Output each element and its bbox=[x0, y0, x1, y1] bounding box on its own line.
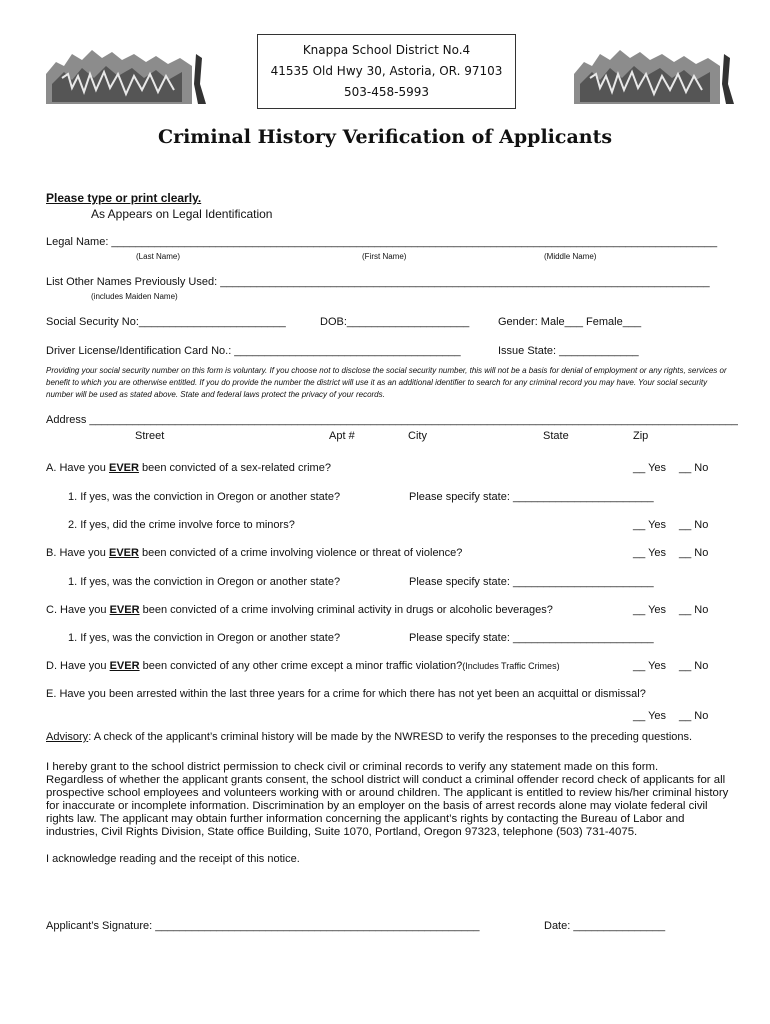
question-c: C. Have you EVER been convicted of a crime involving criminal activity in drugs or alcoholic beverages? bbox=[46, 604, 553, 616]
district-name: Knappa School District No.4 bbox=[302, 43, 471, 57]
district-header-box bbox=[257, 34, 516, 109]
question-a-no[interactable]: __ No bbox=[679, 462, 709, 474]
consent-line: for inaccurate or incomplete information. Discrimination by an employer on the basis of arrest records alone may violate federal civil bbox=[46, 799, 708, 812]
license-field[interactable]: Driver License/Identification Card No.: _____________________________________ bbox=[46, 345, 461, 357]
question-c-yes[interactable]: __ Yes bbox=[633, 604, 667, 616]
instructions-subheading: As Appears on Legal Identification bbox=[91, 207, 273, 221]
question-a2: 2. If yes, did the crime involve force to minors? bbox=[68, 519, 295, 531]
question-b1: 1. If yes, was the conviction in Oregon or another state? bbox=[68, 576, 341, 588]
zip-caption: Zip bbox=[633, 430, 649, 442]
other-names-field[interactable]: List Other Names Previously Used: ________________________________________________________________________________ bbox=[46, 276, 710, 288]
district-logo-right bbox=[570, 44, 740, 112]
date-field[interactable]: Date: _______________ bbox=[544, 920, 666, 932]
consent-line: Regardless of whether the applicant grants consent, the school district will conduct a criminal offender record check of applicants for all bbox=[46, 773, 726, 786]
maiden-name-caption: (includes Maiden Name) bbox=[91, 292, 178, 301]
state-caption: State bbox=[543, 430, 569, 442]
question-e-yes[interactable]: __ Yes bbox=[633, 710, 667, 722]
street-caption: Street bbox=[135, 430, 165, 442]
middle-name-caption: (Middle Name) bbox=[544, 252, 597, 261]
question-d-no[interactable]: __ No bbox=[679, 660, 709, 672]
dob-field[interactable]: DOB:____________________ bbox=[320, 316, 470, 328]
address-field[interactable]: Address __________________________________________________________________________________________________________ bbox=[46, 414, 738, 426]
ssn-privacy-notice: Providing your social security number on this form is voluntary. If you choose not to disclose the social security number, this will not be a basis for denial of employment or any rights, services or benefit to which you are otherwise entitled. If you do provide the number the district will use it as an additional identifier to search for any criminal record you may have. Your social security number will be used as stated above. State and federal laws protect the privacy of your records. bbox=[46, 366, 727, 399]
question-e: E. Have you been arrested within the last three years for a crime for which there has not yet been an acquittal or dismissal? bbox=[46, 688, 646, 700]
consent-line: prospective school employees and volunteers working with or around children. The applicant is entitled to review his/her criminal history bbox=[46, 786, 729, 799]
advisory: Advisory: A check of the applicant’s criminal history will be made by the NWRESD to verify the responses to the preceding questions. bbox=[46, 731, 693, 743]
question-a2-yes[interactable]: __ Yes bbox=[633, 519, 667, 531]
acknowledgement: I acknowledge reading and the receipt of this notice. bbox=[46, 853, 300, 865]
question-d: D. Have you EVER been convicted of any other crime except a minor traffic violation?(Includes Traffic Crimes) bbox=[46, 660, 560, 672]
consent-paragraph bbox=[46, 761, 736, 838]
question-b-yes[interactable]: __ Yes bbox=[633, 547, 667, 559]
district-address: 41535 Old Hwy 30, Astoria, OR. 97103 bbox=[270, 64, 503, 78]
question-a: A. Have you EVER been convicted of a sex-related crime? bbox=[46, 462, 331, 474]
instructions-heading: Please type or print clearly. bbox=[46, 191, 202, 205]
gender-field[interactable]: Gender: Male___ Female___ bbox=[498, 316, 642, 328]
question-a1: 1. If yes, was the conviction in Oregon or another state? bbox=[68, 491, 341, 503]
question-c1-state-field[interactable]: Please specify state: _______________________ bbox=[409, 632, 654, 644]
ssn-field[interactable]: Social Security No:________________________ bbox=[46, 316, 286, 328]
question-b: B. Have you EVER been convicted of a crime involving violence or threat of violence? bbox=[46, 547, 463, 559]
question-e-no[interactable]: __ No bbox=[679, 710, 709, 722]
question-b1-state-field[interactable]: Please specify state: _______________________ bbox=[409, 576, 654, 588]
consent-line: I hereby grant to the school district permission to check civil or criminal records to verify any statement made on this form. bbox=[46, 761, 659, 773]
consent-line: rights law. The applicant may obtain further information concerning the applicant’s rights by contacting the Bureau of Labor and bbox=[46, 812, 685, 825]
legal-name-field[interactable]: Legal Name: ___________________________________________________________________________________________________ bbox=[46, 236, 718, 248]
question-d-yes[interactable]: __ Yes bbox=[633, 660, 667, 672]
first-name-caption: (First Name) bbox=[362, 252, 407, 261]
consent-line: industries, Civil Rights Division, State office Building, Suite 1070, Portland, Oregon 97323, telephone (503) 731-4075. bbox=[46, 825, 638, 838]
question-a1-state-field[interactable]: Please specify state: _______________________ bbox=[409, 491, 654, 503]
question-a-yes[interactable]: __ Yes bbox=[633, 462, 667, 474]
signature-field[interactable]: Applicant’s Signature: _____________________________________________________ bbox=[46, 920, 480, 932]
issue-state-field[interactable]: Issue State: _____________ bbox=[498, 345, 639, 357]
question-c-no[interactable]: __ No bbox=[679, 604, 709, 616]
question-d-note: (Includes Traffic Crimes) bbox=[462, 661, 560, 671]
question-a2-no[interactable]: __ No bbox=[679, 519, 709, 531]
district-logo-left bbox=[42, 44, 212, 112]
question-c1: 1. If yes, was the conviction in Oregon or another state? bbox=[68, 632, 341, 644]
form-title: Criminal History Verification of Applicants bbox=[157, 126, 613, 148]
apt-caption: Apt # bbox=[329, 430, 355, 442]
city-caption: City bbox=[408, 430, 427, 442]
last-name-caption: (Last Name) bbox=[136, 252, 181, 261]
question-b-no[interactable]: __ No bbox=[679, 547, 709, 559]
district-phone: 503-458-5993 bbox=[343, 85, 429, 99]
